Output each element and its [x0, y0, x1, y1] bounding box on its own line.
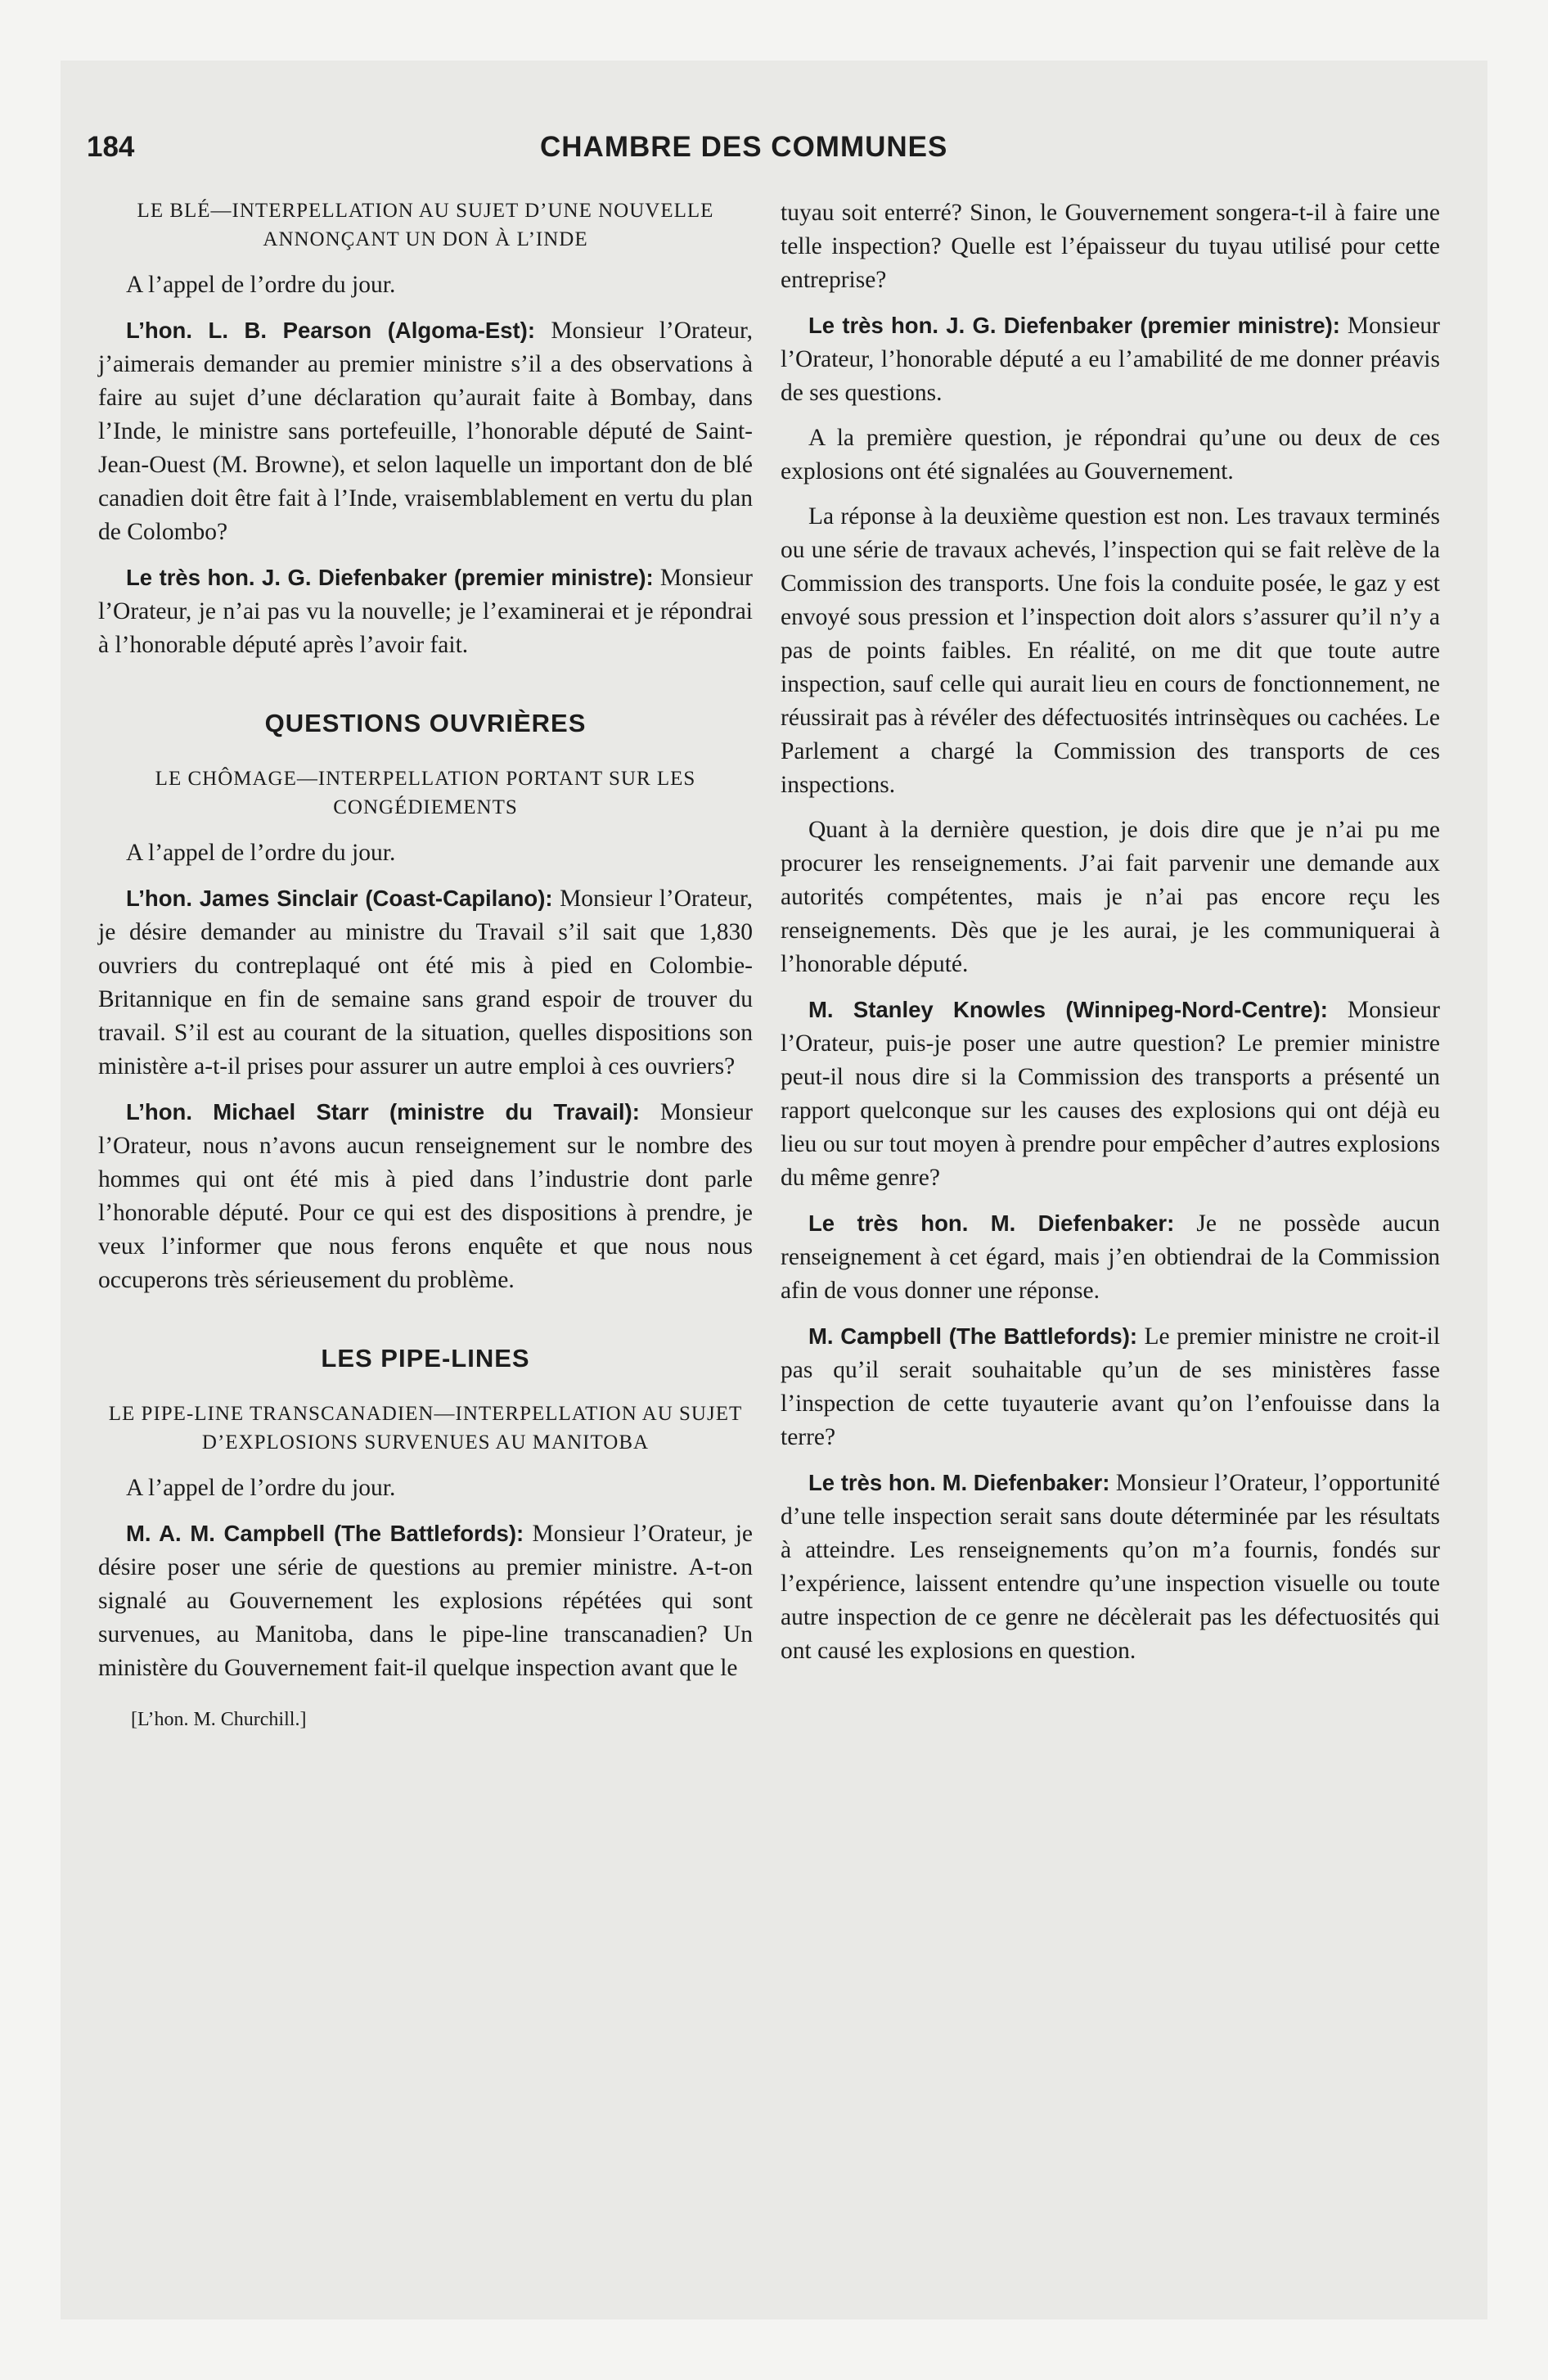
- speaker: L’hon. James Sinclair (Coast-Capilano):: [126, 886, 553, 911]
- speaker: Le très hon. J. G. Diefenbaker (premier ministre):: [126, 565, 654, 590]
- right-column: [781, 196, 1440, 1679]
- speaker: M. Stanley Knowles (Winnipeg-Nord-Centre):: [808, 997, 1328, 1022]
- speaker: Le très hon. J. G. Diefenbaker (premier ministre):: [808, 313, 1340, 338]
- paragraph: [781, 993, 1440, 1195]
- paragraph: A la première question, je répondrai qu’une ou deux de ces explosions ont été signalées au Gouvernement.: [781, 425, 1440, 485]
- paragraph: A l’appel de l’ordre du jour.: [126, 272, 396, 298]
- speaker: Le très hon. M. Diefenbaker:: [808, 1210, 1175, 1236]
- paragraph: [781, 309, 1440, 410]
- speaker: M. Campbell (The Battlefords):: [808, 1323, 1138, 1349]
- paragraph: [781, 1319, 1440, 1454]
- speaker: M. A. M. Campbell (The Battlefords):: [126, 1521, 524, 1546]
- paragraph: [98, 313, 753, 549]
- speech: Je ne possède aucun renseignement à cet égard, mais j’en obtiendrai de la Commission afin de vous donner une réponse.: [781, 1210, 1440, 1304]
- paragraph: A l’appel de l’ordre du jour.: [126, 840, 396, 866]
- speech: Monsieur l’Orateur, je désire poser une série de questions au premier ministre. A-t-on signalé au Gouvernement les explosions répétées qui sont survenues, au Manitoba, dans le pipe-line transcanadien? Un ministère du Gouvernement fait-il quelque inspection avant que le: [98, 1521, 753, 1681]
- speaker: L’hon. Michael Starr (ministre du Travail):: [126, 1099, 640, 1125]
- paragraph: [781, 1466, 1440, 1668]
- paragraph: Quant à la dernière question, je dois dire que je n’ai pu me procurer les renseignements. J’ai fait parvenir une demande aux autorités compétentes, mais je n’ai pas encore reçu les renseignements. Dès que je les aurai, je les communiquerai à l’honorable député.: [781, 817, 1440, 977]
- footnote: [L’hon. M. Churchill.]: [131, 1709, 307, 1730]
- section-heading-questions-ouvrieres: QUESTIONS OUVRIÈRES: [264, 709, 587, 737]
- paragraph: tuyau soit enterré? Sinon, le Gouvernement songera-t-il à faire une telle inspection? Quelle est l’épaisseur du tuyau utilisé pour cette entreprise?: [781, 200, 1440, 293]
- subheading-pipeline: LE PIPE-LINE TRANSCANADIEN—INTERPELLATION AU SUJET D’EXPLOSIONS SURVENUES AU MANITOBA: [108, 1403, 743, 1454]
- speech: Monsieur l’Orateur, j’aimerais demander au premier ministre s’il a des observations à faire au sujet d’une déclaration qu’aurait faite à Bombay, dans l’Inde, le ministre sans portefeuille, l’honorable député de Saint-Jean-Ouest (M. Browne), et selon laquelle un important don de blé canadien doit être fait à l’Inde, vraisemblablement en vertu du plan de Colombo?: [98, 318, 753, 545]
- speech: Monsieur l’Orateur, je n’ai pas vu la nouvelle; je l’examinerai et je répondrai à l’honorable député après l’avoir fait.: [98, 565, 753, 658]
- page-number: 184: [87, 131, 135, 163]
- section-heading-pipe-lines: LES PIPE-LINES: [321, 1344, 530, 1373]
- subheading-ble: LE BLÉ—INTERPELLATION AU SUJET D’UNE NOUVELLE ANNONÇANT UN DON À L’INDE: [137, 200, 714, 250]
- speaker: Le très hon. M. Diefenbaker:: [808, 1470, 1110, 1495]
- page-header: [87, 131, 974, 174]
- speech: Monsieur l’Orateur, nous n’avons aucun renseignement sur le nombre des hommes qui ont été mis à pied dans l’industrie dont parle l’honorable député. Pour ce qui est des dispositions à prendre, je veux l’informer que nous ferons enquête et que nous nous occuperons très sérieusement du problème.: [98, 1099, 753, 1293]
- left-column: [98, 196, 753, 1737]
- paragraph: [781, 1206, 1440, 1308]
- speech: Monsieur l’Orateur, l’honorable député a eu l’amabilité de me donner préavis de ses questions.: [781, 313, 1440, 406]
- running-title: CHAMBRE DES COMMUNES: [540, 131, 948, 163]
- speech: Monsieur l’Orateur, puis-je poser une autre question? Le premier ministre peut-il nous dire si la Commission des transports a présenté un rapport quelconque sur les causes des explosions qui ont déjà eu lieu ou sur tout moyen à prendre pour empêcher d’autres explosions du même genre?: [781, 997, 1440, 1191]
- paragraph: A l’appel de l’ordre du jour.: [126, 1475, 396, 1501]
- subheading-chomage: LE CHÔMAGE—INTERPELLATION PORTANT SUR LES CONGÉDIEMENTS: [155, 768, 696, 818]
- paragraph: [98, 1517, 753, 1685]
- speech: Le premier ministre ne croit-il pas qu’il serait souhaitable qu’un de ses ministères fasse l’inspection de cette tuyauterie avant qu’on l’enfouisse dans la terre?: [781, 1323, 1441, 1450]
- paragraph: [98, 1095, 753, 1297]
- paragraph: La réponse à la deuxième question est non. Les travaux terminés ou une série de travaux achevés, l’inspection qui se fait relève de la Commission des transports. Une fois la conduite posée, le gaz y est envoyé sous pression et l’inspection doit alors s’assurer qu’il n’y a pas de points faibles. En réalité, on me dit que toute autre inspection, sauf celle qui aurait lieu en cours de fonctionnement, ne réussirait pas à révéler des défectuosités intrinsèques ou cachées. Le Parlement a chargé la Commission des transports de ces inspections.: [781, 503, 1440, 798]
- speaker: L’hon. L. B. Pearson (Algoma-Est):: [126, 318, 535, 343]
- speech: Monsieur l’Orateur, l’opportunité d’une telle inspection serait sans doute déterminée par les résultats à atteindre. Les renseignements qu’on m’a fournis, fondés sur l’expérience, laissent entendre qu’une inspection visuelle ou toute autre inspection de ce genre ne décèlerait pas les défectuosités qui ont causé les explosions en question.: [781, 1470, 1440, 1664]
- paragraph: [98, 561, 753, 662]
- paragraph: [98, 881, 753, 1084]
- speech: Monsieur l’Orateur, je désire demander au ministre du Travail s’il sait que 1,830 ouvriers du contreplaqué ont été mis à pied en Colombie-Britannique en fin de semaine sans grand espoir de trouver du travail. S’il est au courant de la situation, quelles dispositions son ministère a-t-il prises pour assurer un autre emploi à ces ouvriers?: [98, 886, 753, 1080]
